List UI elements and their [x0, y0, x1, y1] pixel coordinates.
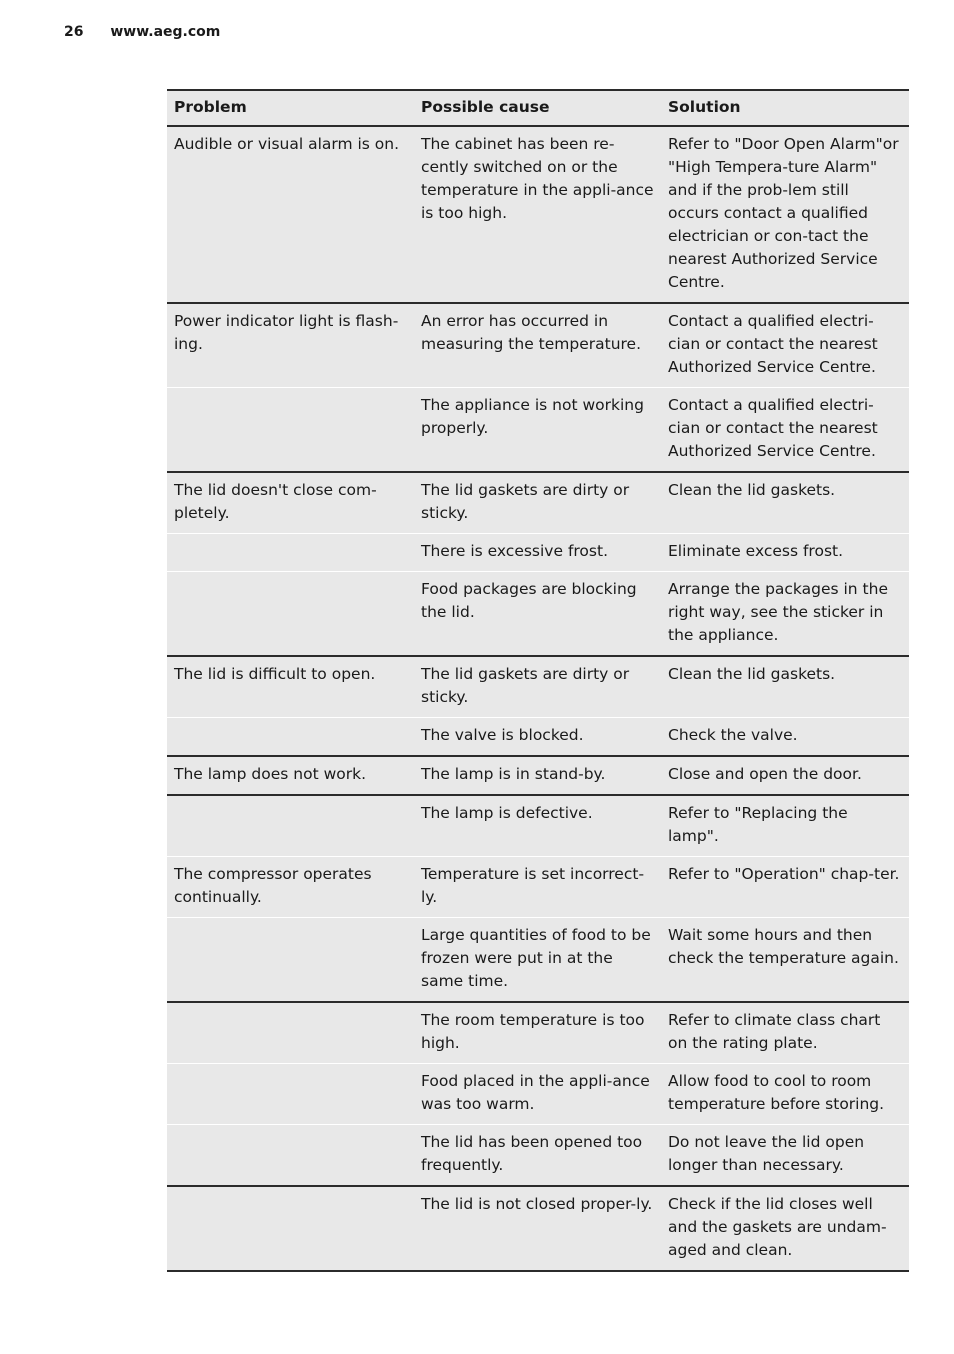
table-header-row	[167, 90, 909, 126]
solution-cell: Refer to "Door Open Alarm"or "High Tempera-ture Alarm" and if the prob-lem still occurs contact a qualified electrician or con-tact the nearest Authorized Service Centre.	[668, 135, 899, 291]
problem-cell: Power indicator light is flash-ing.	[174, 312, 399, 353]
problem-cell	[167, 534, 414, 572]
header-possible-cause: Possible cause	[414, 90, 661, 126]
problem-cell	[167, 1002, 414, 1064]
cause-cell: The lid has been opened too frequently.	[421, 1133, 643, 1174]
table-row	[167, 1125, 909, 1187]
solution-cell: Refer to "Operation" chap-ter.	[668, 865, 900, 883]
solution-cell: Refer to climate class chart on the rating plate.	[668, 1011, 881, 1052]
solution-cell: Eliminate excess frost.	[668, 542, 844, 560]
table-row	[167, 795, 909, 857]
problem-cell: The lid is difficult to open.	[174, 665, 376, 683]
solution-cell: Close and open the door.	[668, 765, 862, 783]
table-row	[167, 918, 909, 1003]
table-row	[167, 857, 909, 918]
problem-cell	[167, 1125, 414, 1187]
problem-cell	[167, 572, 414, 657]
table-row	[167, 756, 909, 795]
cause-cell: An error has occurred in measuring the temperature.	[421, 312, 642, 353]
problem-cell	[167, 718, 414, 757]
solution-cell: Check the valve.	[668, 726, 798, 744]
cause-cell: The room temperature is too high.	[421, 1011, 645, 1052]
table-row	[167, 572, 909, 657]
table-row	[167, 388, 909, 473]
table-row	[167, 534, 909, 572]
solution-cell: Contact a qualified electri-cian or contact the nearest Authorized Service Centre.	[668, 396, 878, 460]
table-row	[167, 472, 909, 534]
solution-cell: Wait some hours and then check the temperature again.	[668, 926, 899, 967]
problem-cell: Audible or visual alarm is on.	[174, 135, 400, 153]
solution-cell: Do not leave the lid open longer than necessary.	[668, 1133, 865, 1174]
header-solution: Solution	[661, 90, 909, 126]
problem-cell	[167, 918, 414, 1003]
problem-cell	[167, 1186, 414, 1271]
problem-cell: The lamp does not work.	[174, 765, 367, 783]
table-row	[167, 1186, 909, 1271]
cause-cell: Large quantities of food to be frozen were put in at the same time.	[421, 926, 651, 990]
troubleshooting-table	[167, 89, 909, 1272]
page-header	[64, 24, 220, 40]
cause-cell: There is excessive frost.	[421, 542, 608, 560]
table-row	[167, 303, 909, 388]
cause-cell: The lamp is defective.	[421, 804, 593, 822]
cause-cell: The valve is blocked.	[421, 726, 584, 744]
cause-cell: The appliance is not working properly.	[421, 396, 644, 437]
problem-cell	[167, 388, 414, 473]
table-row	[167, 126, 909, 303]
solution-cell: Arrange the packages in the right way, see the sticker in the appliance.	[668, 580, 888, 644]
table-row	[167, 1064, 909, 1125]
table-row	[167, 656, 909, 718]
cause-cell: The lid gaskets are dirty or sticky.	[421, 665, 630, 706]
cause-cell: The lid gaskets are dirty or sticky.	[421, 481, 630, 522]
problem-cell: The compressor operates continually.	[174, 865, 372, 906]
cause-cell: The lamp is in stand-by.	[421, 765, 606, 783]
table-row	[167, 1002, 909, 1064]
site-url: www.aeg.com	[110, 24, 221, 40]
problem-cell: The lid doesn't close com-pletely.	[174, 481, 377, 522]
solution-cell: Check if the lid closes well and the gaskets are undam-aged and clean.	[668, 1195, 887, 1259]
cause-cell: Food packages are blocking the lid.	[421, 580, 637, 621]
solution-cell: Clean the lid gaskets.	[668, 481, 836, 499]
header-problem: Problem	[167, 90, 414, 126]
page-number: 26	[64, 24, 84, 40]
cause-cell: Temperature is set incorrect-ly.	[421, 865, 645, 906]
solution-cell: Allow food to cool to room temperature before storing.	[668, 1072, 885, 1113]
cause-cell: The cabinet has been re-cently switched on or the temperature in the appli-ance is too high.	[421, 135, 654, 222]
table-row	[167, 718, 909, 757]
cause-cell: The lid is not closed proper-ly.	[421, 1195, 653, 1213]
solution-cell: Refer to "Replacing the lamp".	[668, 804, 848, 845]
problem-cell	[167, 795, 414, 857]
problem-cell	[167, 1064, 414, 1125]
solution-cell: Contact a qualified electri-cian or contact the nearest Authorized Service Centre.	[668, 312, 878, 376]
solution-cell: Clean the lid gaskets.	[668, 665, 836, 683]
cause-cell: Food placed in the appli-ance was too warm.	[421, 1072, 650, 1113]
